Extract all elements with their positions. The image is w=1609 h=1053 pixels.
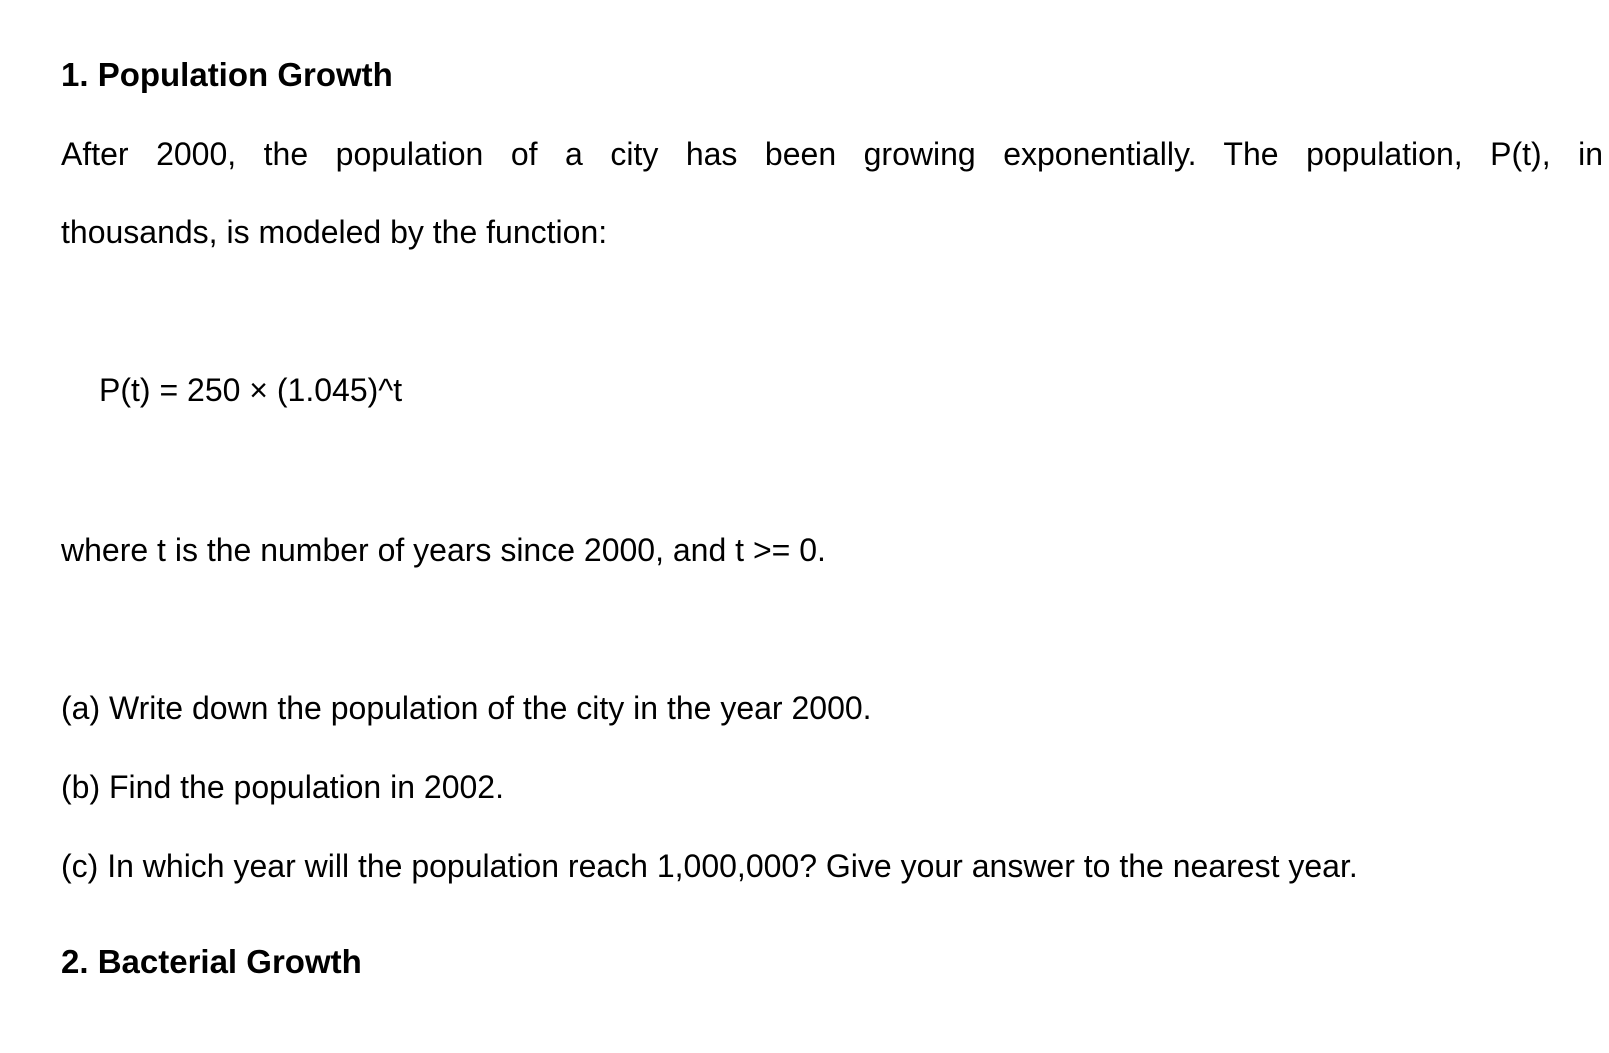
question-a: (a) Write down the population of the city in the year 2000. (61, 690, 872, 726)
intro-paragraph-line-1: After 2000, the population of a city has been growing exponentially. The population, P(t), in (61, 136, 1603, 172)
question-c: (c) In which year will the population reach 1,000,000? Give your answer to the nearest year. (61, 848, 1358, 884)
population-formula: P(t) = 250 × (1.045)^t (99, 372, 403, 408)
question-b: (b) Find the population in 2002. (61, 769, 504, 805)
condition-text: where t is the number of years since 2000, and t >= 0. (61, 532, 826, 568)
section-2-heading: 2. Bacterial Growth (61, 943, 362, 980)
section-1-heading: 1. Population Growth (61, 56, 393, 93)
intro-paragraph-line-2: thousands, is modeled by the function: (61, 214, 608, 250)
